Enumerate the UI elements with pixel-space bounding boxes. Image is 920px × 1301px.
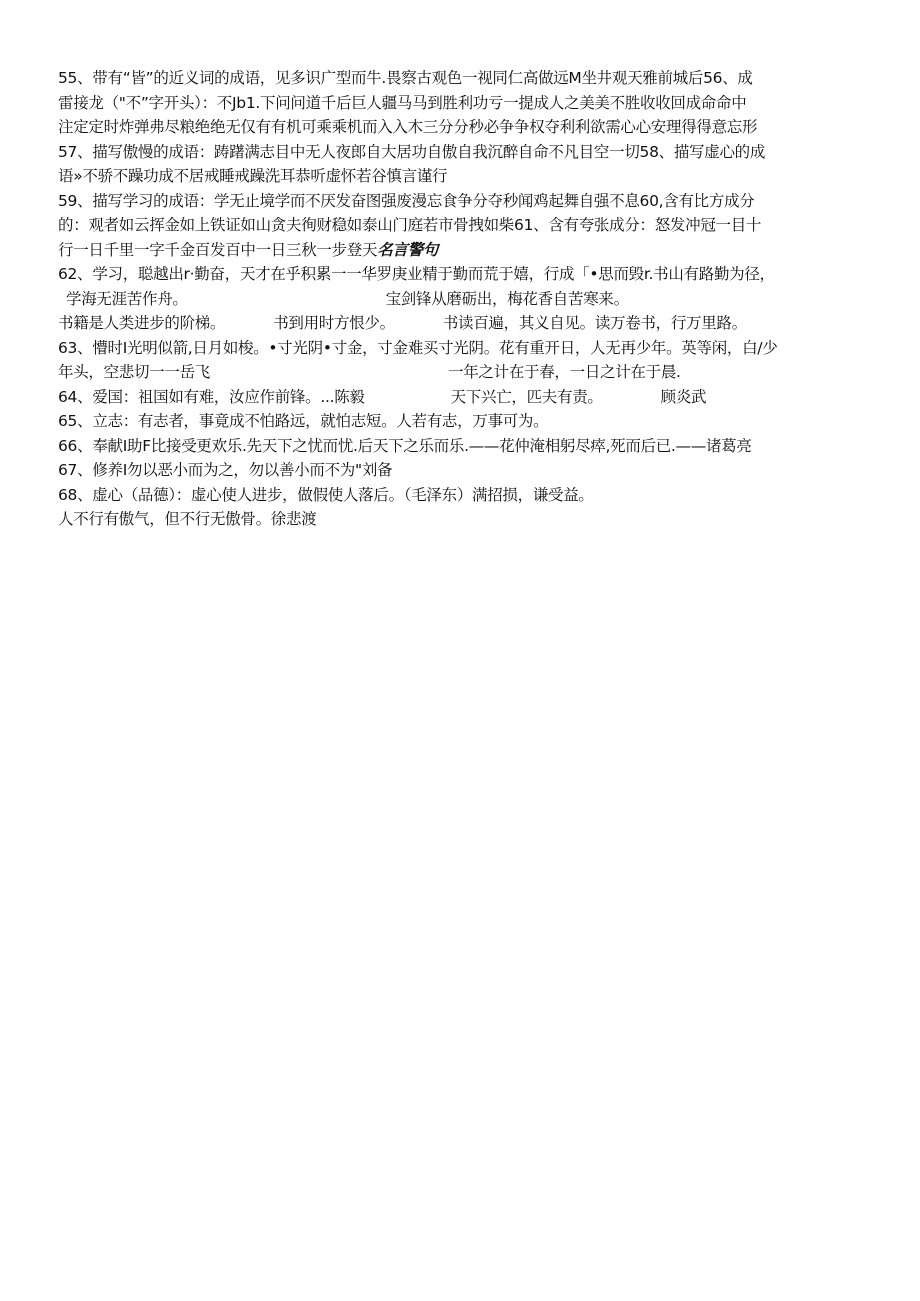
quote: 书籍是人类进步的阶梯。 [58,314,226,332]
section-heading: 名言警句 [377,240,439,259]
quote: 一年之计在于春，一日之计在于晨. [448,363,681,381]
text-line: 55、带有“皆”的近义词的成语，见多识广型而牛.畏察古观色一视同仁高做远M坐井观天雅前城后56、成 [58,69,753,87]
text-line [58,311,858,336]
text-line: 57、描写傲慢的成语：踌躇满志目中无人夜郎自大居功自傲自我沉醉自命不凡目空一切58、描写虚心的成 [58,142,766,161]
text-line [58,385,858,410]
quote: 宝剑锋从磨砺出，梅花香自苦寒来。 [385,289,629,308]
text-line: 语»不骄不躁功成不居戒睡戒躁洗耳恭听虚怀若谷慎言谨行 [58,167,448,185]
quote: 天下兴亡，匹夫有责。 [450,387,603,406]
quote: 64、爱国：祖国如有难，汝应作前锋。...陈毅 [58,387,365,406]
text-line: 人不行有傲气，但不行无傲骨。徐悲渡 [58,510,317,528]
attribution: 顾炎武 [660,387,707,406]
text-line: 63、懵时I光明似箭,日月如梭。•寸光阴•寸金，寸金难买寸光阴。花有重开日，人无再少年。英等闲，白/少 [58,338,778,357]
text-segment: 行一日千里一字千金百发百中一日三秋一步登天 [58,240,378,259]
text-line [58,238,858,263]
quote: 学海无涯苦作舟。 [66,289,188,308]
text-line: 的：观者如云挥金如上铁证如山贪夫徇财稳如泰山门庭若市骨拽如柴61、含有夸张成分：怒发冲冠一目十 [58,216,762,234]
text-line [58,360,858,385]
quote: 书读百遍，其义自见。读万卷书，行万里路。 [442,314,747,332]
document-body [58,66,858,532]
text-line: 68、虚心（品德）：虚心使人进步，做假使人落后。（毛泽东）满招损，谦受益。 [58,485,594,504]
text-line [58,287,858,312]
text-line: 66、奉献I助F比接受更欢乐.先天下之忧而忧.后天下之乐而乐.——花仲淹相躬尽瘁,死而后已.——诸葛亮 [58,436,752,455]
text-line: 62、学习，聪越出r·勤奋，天才在乎积累一一华罗庚业精于勤而荒于嬉，行成「•思而毁r.书山有路勤为径， [58,265,775,283]
quote: 年头，空悲切一一岳飞 [58,363,211,381]
text-line: 59、描写学习的成语：学无止境学而不厌发奋图强废漫忘食争分夺秒闻鸡起舞自强不息60,含有比方成分 [58,191,755,210]
text-line: 雷接龙（"不”字开头）：不Jb1.下问问道千后巨人疆马马到胜利功亏一提成人之美美不胜收收回成命命中 [58,93,747,112]
text-line: 65、立志：有志者，事竟成不怕路远，就怕志短。人若有志，万事可为。 [58,412,549,430]
text-line: 注定定时炸弹弗尽粮绝绝无仅有有机可乘乘机而入入木三分分秒必争争权夺利利欲需心心安理得得意忘形 [58,118,758,136]
quote: 书到用时方恨少。 [273,314,395,332]
text-line: 67、修养I勿以恶小而为之，勿以善小而不为"刘备 [58,461,393,479]
